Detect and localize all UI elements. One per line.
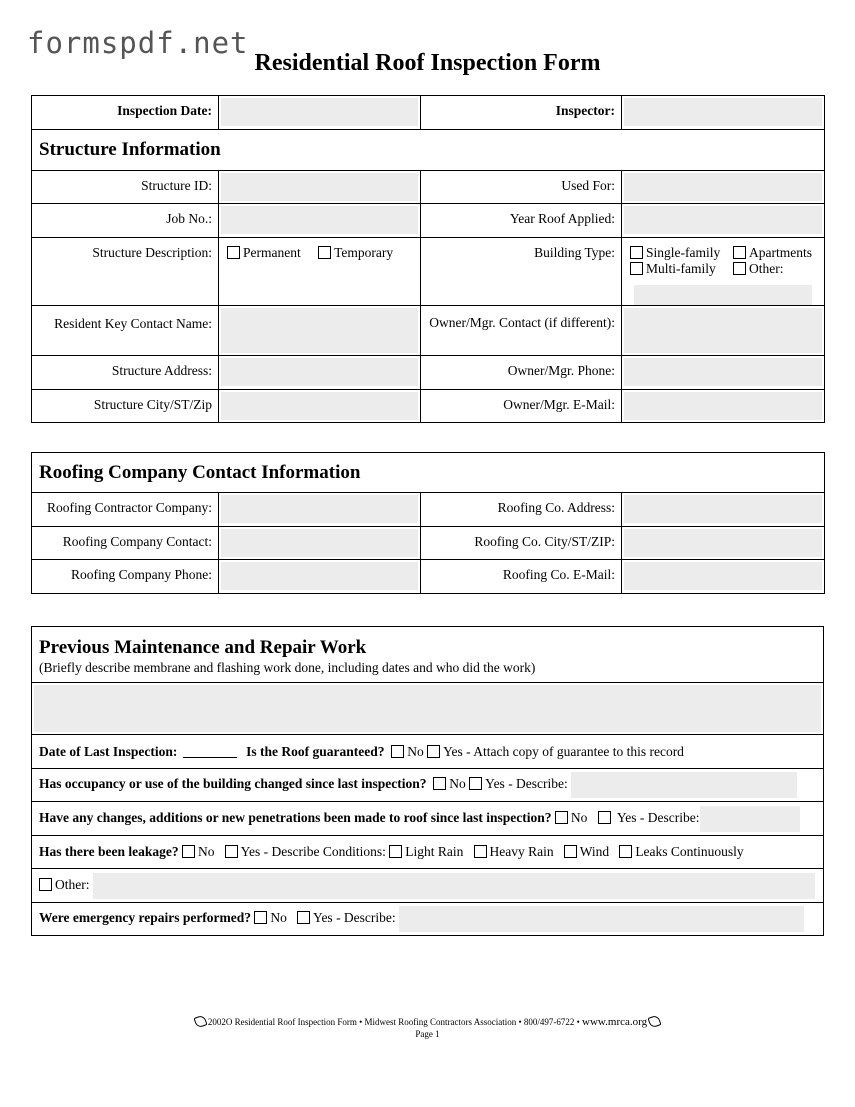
roofing-email-field[interactable] xyxy=(624,562,822,590)
light-rain-label: Light Rain xyxy=(405,844,464,859)
owner-phone-field[interactable] xyxy=(624,358,822,386)
temporary-label: Temporary xyxy=(334,245,394,260)
guaranteed-no-checkbox[interactable] xyxy=(391,745,404,758)
heavy-rain-checkbox[interactable] xyxy=(474,845,487,858)
wind-label: Wind xyxy=(579,844,610,859)
occupancy-yes-checkbox[interactable] xyxy=(469,777,482,790)
watermark: formspdf.net xyxy=(27,26,249,60)
structure-id-label: Structure ID: xyxy=(32,171,219,204)
other-leak-label: Other: xyxy=(55,876,90,892)
changes-yes-label: Yes - Describe: xyxy=(616,809,700,825)
page-number: Page 1 xyxy=(415,1029,440,1039)
resident-contact-label: Resident Key Contact Name: xyxy=(32,306,219,356)
maintenance-heading: Previous Maintenance and Repair Work xyxy=(39,637,367,658)
structure-city-field[interactable] xyxy=(221,392,418,420)
leaks-continuously-checkbox[interactable] xyxy=(619,845,632,858)
guaranteed-label: Is the Roof guaranteed? xyxy=(246,743,385,759)
apartments-label: Apartments xyxy=(749,245,812,260)
mrca-logo-icon xyxy=(193,1014,207,1028)
other-leak-field[interactable] xyxy=(93,873,815,899)
owner-phone-label: Owner/Mgr. Phone: xyxy=(421,356,622,390)
guaranteed-no-label: No xyxy=(407,743,424,759)
structure-section xyxy=(31,95,825,423)
changes-yes-checkbox[interactable] xyxy=(598,811,611,824)
last-inspection-field[interactable] xyxy=(183,746,237,758)
footer-site: www.mrca.org xyxy=(582,1016,648,1028)
roofing-heading: Roofing Company Contact Information xyxy=(32,453,825,493)
emergency-yes-label: Yes - Describe: xyxy=(313,910,396,926)
inspector-label: Inspector: xyxy=(421,96,622,130)
other-building-field[interactable] xyxy=(634,285,812,305)
roofing-address-label: Roofing Co. Address: xyxy=(421,493,622,527)
occupancy-describe-field[interactable] xyxy=(571,772,797,798)
inspection-date-field[interactable] xyxy=(221,98,418,126)
used-for-field[interactable] xyxy=(624,173,822,201)
maintenance-subheading: (Briefly describe membrane and flashing work done, including dates and who did the work) xyxy=(39,660,536,675)
roofing-phone-field[interactable] xyxy=(221,562,418,590)
other-leak-checkbox[interactable] xyxy=(39,878,52,891)
permanent-label: Permanent xyxy=(243,245,301,260)
heavy-rain-label: Heavy Rain xyxy=(489,844,554,859)
other-building-checkbox[interactable] xyxy=(733,262,746,275)
form-title: Residential Roof Inspection Form xyxy=(254,50,601,76)
roofing-section xyxy=(31,452,825,594)
footer-line: 2002O Residential Roof Inspection Form • Midwest Roofing Contractors Association • 800/497-6722 • xyxy=(207,1017,580,1027)
resident-contact-field[interactable] xyxy=(221,308,418,353)
emergency-describe-field[interactable] xyxy=(399,906,804,932)
multi-family-checkbox[interactable] xyxy=(630,262,643,275)
leakage-no-checkbox[interactable] xyxy=(182,845,195,858)
job-no-field[interactable] xyxy=(221,206,418,234)
roofing-contact-label: Roofing Company Contact: xyxy=(32,527,219,560)
last-inspection-label: Date of Last Inspection: xyxy=(39,743,178,759)
emergency-label: Were emergency repairs performed? xyxy=(39,910,252,926)
occupancy-yes-label: Yes - Describe: xyxy=(485,776,568,792)
roofing-city-label: Roofing Co. City/ST/ZIP: xyxy=(421,527,622,560)
changes-no-checkbox[interactable] xyxy=(555,811,568,824)
structure-id-field[interactable] xyxy=(221,173,418,201)
structure-address-field[interactable] xyxy=(221,358,418,386)
light-rain-checkbox[interactable] xyxy=(389,845,402,858)
leakage-yes-checkbox[interactable] xyxy=(225,845,238,858)
maintenance-description-field[interactable] xyxy=(34,685,821,732)
single-family-checkbox[interactable] xyxy=(630,246,643,259)
changes-no-label: No xyxy=(570,809,588,825)
mrca-logo-icon-right xyxy=(648,1014,662,1028)
emergency-yes-checkbox[interactable] xyxy=(297,911,310,924)
emergency-no-label: No xyxy=(270,910,287,926)
roofing-company-field[interactable] xyxy=(221,495,418,523)
roofing-email-label: Roofing Co. E-Mail: xyxy=(421,560,622,594)
wind-checkbox[interactable] xyxy=(564,845,577,858)
structure-city-label: Structure City/ST/Zip xyxy=(32,390,219,423)
apartments-checkbox[interactable] xyxy=(733,246,746,259)
owner-email-label: Owner/Mgr. E-Mail: xyxy=(421,390,622,423)
occupancy-no-label: No xyxy=(449,776,466,792)
job-no-label: Job No.: xyxy=(32,204,219,238)
leakage-yes-label: Yes - Describe Conditions: xyxy=(240,844,386,859)
multi-family-label: Multi-family xyxy=(646,261,716,276)
owner-contact-field[interactable] xyxy=(624,308,822,353)
emergency-no-checkbox[interactable] xyxy=(254,911,267,924)
maintenance-section xyxy=(31,626,824,936)
temporary-checkbox[interactable] xyxy=(318,246,331,259)
leaks-continuously-label: Leaks Continuously xyxy=(635,844,744,859)
inspection-date-label: Inspection Date: xyxy=(32,96,219,130)
structure-heading: Structure Information xyxy=(32,130,825,171)
roofing-address-field[interactable] xyxy=(624,495,822,523)
changes-label: Have any changes, additions or new penetrations been made to roof since last inspection? xyxy=(39,809,552,825)
owner-email-field[interactable] xyxy=(624,392,822,420)
guaranteed-yes-checkbox[interactable] xyxy=(427,745,440,758)
roofing-contact-field[interactable] xyxy=(221,529,418,557)
structure-address-label: Structure Address: xyxy=(32,356,219,390)
year-roof-field[interactable] xyxy=(624,206,822,234)
single-family-label: Single-family xyxy=(646,245,721,260)
leakage-label: Has there been leakage? xyxy=(39,844,179,859)
building-type-label: Building Type: xyxy=(421,238,622,306)
used-for-label: Used For: xyxy=(421,171,622,204)
roofing-phone-label: Roofing Company Phone: xyxy=(32,560,219,594)
owner-contact-label: Owner/Mgr. Contact (if different): xyxy=(421,306,622,356)
guaranteed-yes-label: Yes - Attach copy of guarantee to this record xyxy=(443,743,684,759)
year-roof-label: Year Roof Applied: xyxy=(421,204,622,238)
structure-description-label: Structure Description: xyxy=(32,238,219,306)
inspector-field[interactable] xyxy=(624,98,822,126)
footer xyxy=(0,1016,855,1040)
occupancy-label: Has occupancy or use of the building changed since last inspection? xyxy=(39,776,427,792)
roofing-city-field[interactable] xyxy=(624,529,822,557)
permanent-checkbox[interactable] xyxy=(227,246,240,259)
occupancy-no-checkbox[interactable] xyxy=(433,777,446,790)
other-building-label: Other: xyxy=(749,261,784,276)
leakage-no-label: No xyxy=(197,844,215,859)
changes-describe-field[interactable] xyxy=(700,806,800,832)
roofing-company-label: Roofing Contractor Company: xyxy=(32,493,219,527)
